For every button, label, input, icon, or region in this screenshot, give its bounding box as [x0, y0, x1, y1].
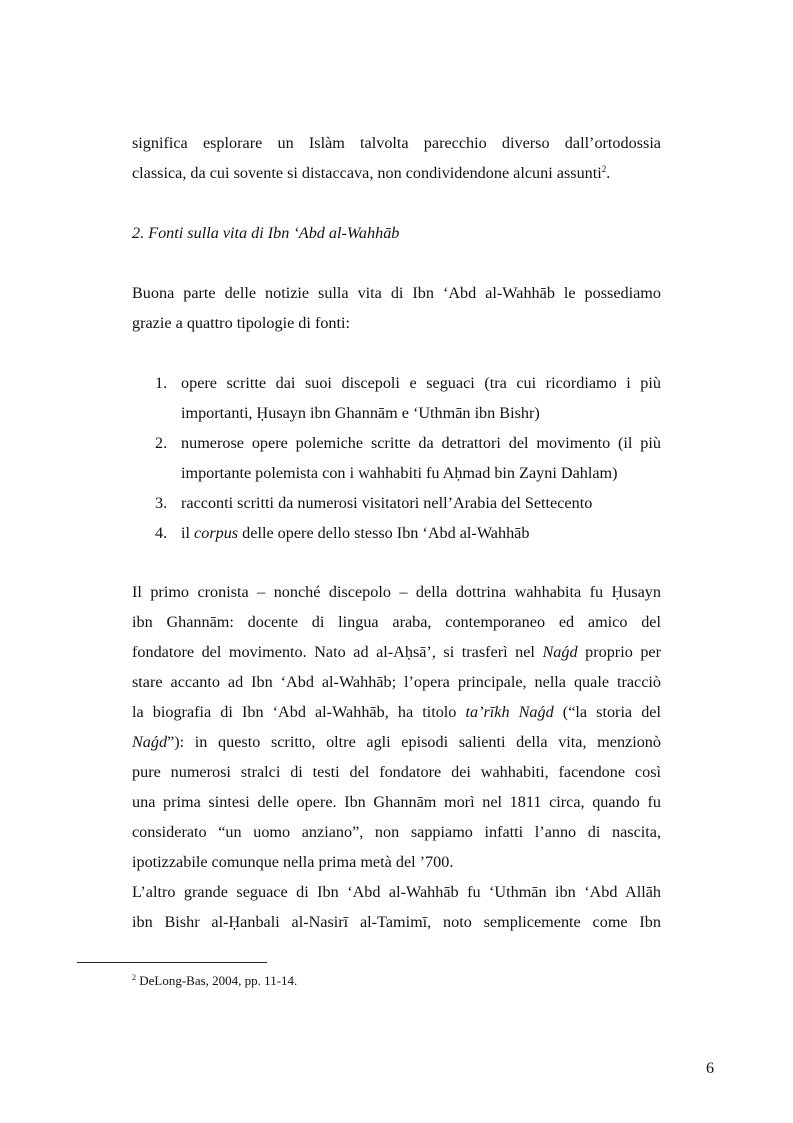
list-number: 2.: [155, 434, 168, 452]
text-line: ibn Bishr al-Ḥanbali al-Nasirī al-Tamimī, noto semplicemente come Ibn: [132, 913, 661, 931]
text-span: fondatore del movimento. Nato ad al-Aḥsā’, si trasferì nel: [132, 643, 543, 661]
text-span: la biografia di Ibn ‘Abd al-Wahhāb, ha titolo: [132, 703, 466, 721]
footnote-number: 2: [132, 973, 136, 982]
text-line: considerato “un uomo anziano”, non sappiamo infatti l’anno di nascita,: [132, 823, 661, 841]
text-line: ipotizzabile comunque nella prima metà del ’700.: [132, 853, 454, 871]
list-number: 4.: [155, 524, 168, 542]
list-number: 1.: [155, 374, 168, 392]
paragraph-ibn-ghannam: [132, 577, 661, 877]
footnote: [132, 971, 297, 991]
text-span: proprio per: [577, 643, 662, 661]
list-number: 3.: [155, 494, 168, 512]
section-heading: 2. Fonti sulla vita di Ibn ‘Abd al-Wahhāb: [132, 224, 400, 242]
paragraph-ibn-bishr: [132, 877, 661, 937]
text-span: ”): in questo scritto, oltre agli episodi salienti della vita, menzionò: [167, 733, 661, 751]
italic-term: Naǵd: [542, 643, 578, 661]
italic-term: ta’rīkh Naǵd: [465, 703, 554, 721]
list-item: [155, 428, 661, 488]
text-line: pure numerosi stralci di testi del fondatore dei wahhabiti, facendone così: [132, 763, 661, 781]
text-line: racconti scritti da numerosi visitatori nell’Arabia del Settecento: [181, 494, 593, 512]
italic-term: corpus: [194, 524, 239, 542]
text-line: opere scritte dai suoi discepoli e seguaci (tra cui ricordiamo i più: [181, 374, 661, 392]
text-line: Il primo cronista – nonché discepolo – della dottrina wahhabita fu Ḥusayn: [132, 583, 661, 601]
text-line: importanti, Ḥusayn ibn Ghannām e ‘Uthmān ibn Bishr): [181, 404, 540, 422]
text-span: (“la storia del: [553, 703, 661, 721]
text-line: una prima sintesi delle opere. Ibn Ghannām morì nel 1811 circa, quando fu: [132, 793, 661, 811]
footnote-text: DeLong-Bas, 2004, pp. 11-14.: [136, 973, 298, 988]
text-span: classica, da cui sovente si distaccava, non condividendone alcuni assunti: [132, 164, 602, 182]
sources-list: [155, 368, 661, 548]
list-item: [155, 518, 661, 548]
text-line: grazie a quattro tipologie di fonti:: [132, 314, 351, 332]
text-span: il: [181, 524, 195, 542]
text-line: Buona parte delle notizie sulla vita di Ibn ‘Abd al-Wahhāb le possediamo: [132, 284, 661, 302]
page-number: 6: [706, 1060, 714, 1077]
paragraph-intro: [132, 278, 661, 338]
text-line: [132, 158, 661, 188]
text-line: significa esplorare un Islàm talvolta parecchio diverso dall’ortodossia: [132, 134, 661, 152]
text-line: [132, 637, 661, 667]
text-line: [132, 697, 661, 727]
italic-term: Naǵd: [132, 733, 168, 751]
text-line: [181, 518, 661, 548]
footnote-reference[interactable]: 2: [601, 164, 607, 174]
text-span: delle opere dello stesso Ibn ‘Abd al-Wahhāb: [238, 524, 530, 542]
footnote-divider: [77, 962, 267, 963]
text-line: importante polemista con i wahhabiti fu Aḥmad bin Zayni Dahlam): [181, 464, 618, 482]
text-line: ibn Ghannām: docente di lingua araba, contemporaneo ed amico del: [132, 613, 661, 631]
list-item: [155, 368, 661, 428]
text-line: numerose opere polemiche scritte da detrattori del movimento (il più: [181, 434, 661, 452]
paragraph-continuation: [132, 128, 661, 188]
list-item: [155, 488, 661, 518]
text-line: L’altro grande seguace di Ibn ‘Abd al-Wahhāb fu ‘Uthmān ibn ‘Abd Allāh: [132, 883, 661, 901]
text-line: [132, 727, 661, 757]
text-span: .: [606, 164, 611, 182]
text-line: stare accanto ad Ibn ‘Abd al-Wahhāb; l’opera principale, nella quale tracciò: [132, 673, 661, 691]
